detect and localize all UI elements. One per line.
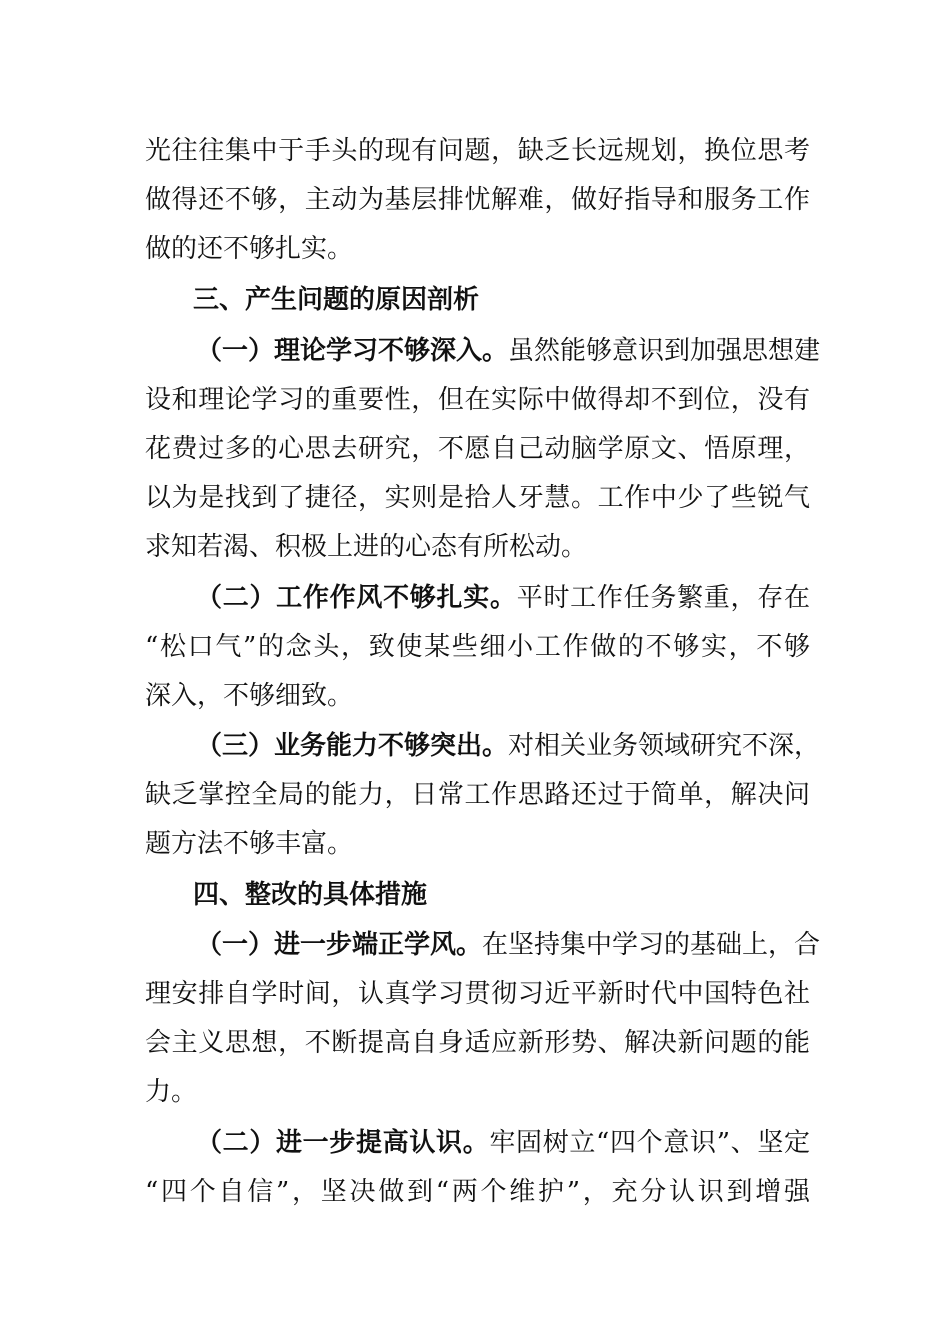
section-heading: 四、整改的具体措施 <box>193 880 428 910</box>
paragraph-line: 花费过多的心思去研究，不愿自己动脑学原文、悟原理， <box>145 434 810 464</box>
item-text: 虽然能够意识到加强思想建 <box>508 336 821 366</box>
paragraph-line: “四个自信”，坚决做到“两个维护”，充分认识到增强 <box>145 1177 810 1207</box>
paragraph-line: 做的还不够扎实。 <box>145 234 354 264</box>
paragraph-line: 力。 <box>145 1077 198 1107</box>
paragraph-line: “松口气”的念头，致使某些细小工作做的不够实，不够 <box>145 632 810 662</box>
item-title: （二）进一步提高认识。 <box>196 1128 490 1158</box>
item-text: 牢固树立“四个意识”、坚定 <box>489 1128 810 1158</box>
paragraph-line: 设和理论学习的重要性，但在实际中做得却不到位，没有 <box>145 385 810 415</box>
paragraph-line: 做得还不够，主动为基层排忧解难，做好指导和服务工作 <box>145 185 810 215</box>
item-title: （一）进一步端正学风。 <box>196 930 483 960</box>
item-title: （二）工作作风不够扎实。 <box>196 583 517 613</box>
paragraph-line: 深入，不够细致。 <box>145 681 354 711</box>
paragraph-line: 会主义思想，不断提高自身适应新形势、解决新问题的能 <box>145 1028 810 1058</box>
item-text: 在坚持集中学习的基础上，合 <box>482 930 821 960</box>
item-first-line <box>196 1119 810 1168</box>
paragraph-line: 缺乏掌控全局的能力，日常工作思路还过于简单，解决问 <box>145 780 810 810</box>
item-first-line <box>196 574 810 623</box>
item-text: 对相关业务领域研究不深， <box>508 731 821 761</box>
paragraph-line: 光往往集中于手头的现有问题，缺乏长远规划，换位思考 <box>145 136 810 166</box>
item-title: （三）业务能力不够突出。 <box>196 731 509 761</box>
item-first-line <box>196 327 821 376</box>
item-title: （一）理论学习不够深入。 <box>196 336 509 366</box>
paragraph-line: 求知若渴、积极上进的心态有所松动。 <box>145 532 588 562</box>
paragraph-line: 以为是找到了捷径，实则是拾人牙慧。工作中少了些锐气 <box>145 483 810 513</box>
item-first-line <box>196 722 821 771</box>
paragraph-line: 题方法不够丰富。 <box>145 829 354 859</box>
item-text: 平时工作任务繁重，存在 <box>516 583 810 613</box>
item-first-line <box>196 921 821 970</box>
paragraph-line: 理安排自学时间，认真学习贯彻习近平新时代中国特色社 <box>145 979 810 1009</box>
section-heading: 三、产生问题的原因剖析 <box>193 285 480 315</box>
